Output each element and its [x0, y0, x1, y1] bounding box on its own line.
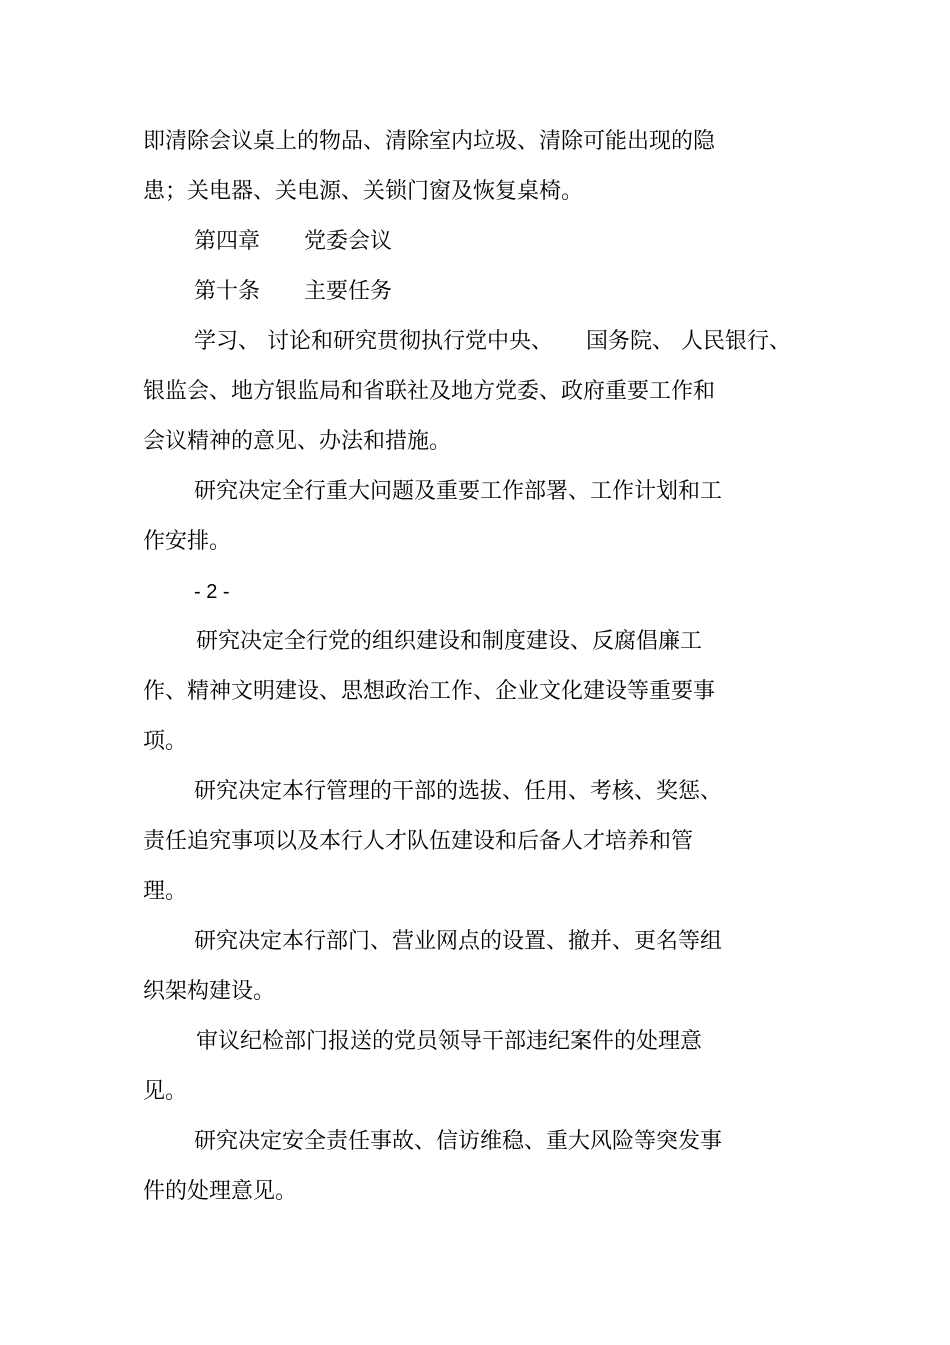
text-line: 即清除会议桌上的物品、清除室内垃圾、清除可能出现的隐 [143, 129, 716, 154]
text-line: 研究决定本行部门、营业网点的设置、撤并、更名等组 [194, 929, 723, 954]
text-line: 患；关电器、关电源、关锁门窗及恢复桌椅。 [143, 179, 584, 204]
text-line: 作安排。 [143, 529, 232, 554]
text-line: 银监会、地方银监局和省联社及地方党委、政府重要工作和 [143, 379, 716, 404]
text-line: 会议精神的意见、办法和措施。 [143, 429, 452, 454]
text-line: 理。 [143, 879, 188, 904]
text-line: 审议纪检部门报送的党员领导干部违纪案件的处理意 [196, 1029, 703, 1054]
page-number: - 2 - [194, 581, 230, 603]
text-line: 研究决定全行重大问题及重要工作部署、工作计划和工 [194, 479, 723, 504]
text-line: 研究决定安全责任事故、信访维稳、重大风险等突发事 [194, 1129, 723, 1154]
text-line: 学习、 讨论和研究贯彻执行党中央、 国务院、 人民银行、 [194, 329, 791, 354]
text-line: 织架构建设。 [143, 979, 276, 1004]
text-line: 项。 [143, 729, 188, 754]
text-line: 件的处理意见。 [143, 1179, 298, 1204]
text-line: 研究决定全行党的组织建设和制度建设、反腐倡廉工 [196, 629, 703, 654]
text-line: 见。 [143, 1079, 188, 1104]
text-line: 作、精神文明建设、思想政治工作、企业文化建设等重要事 [143, 679, 716, 704]
text-line: 责任追究事项以及本行人才队伍建设和后备人才培养和管 [143, 829, 694, 854]
article-heading: 第十条 主要任务 [194, 279, 393, 304]
chapter-heading: 第四章 党委会议 [194, 229, 393, 254]
text-line: 研究决定本行管理的干部的选拔、任用、考核、奖惩、 [194, 779, 723, 804]
